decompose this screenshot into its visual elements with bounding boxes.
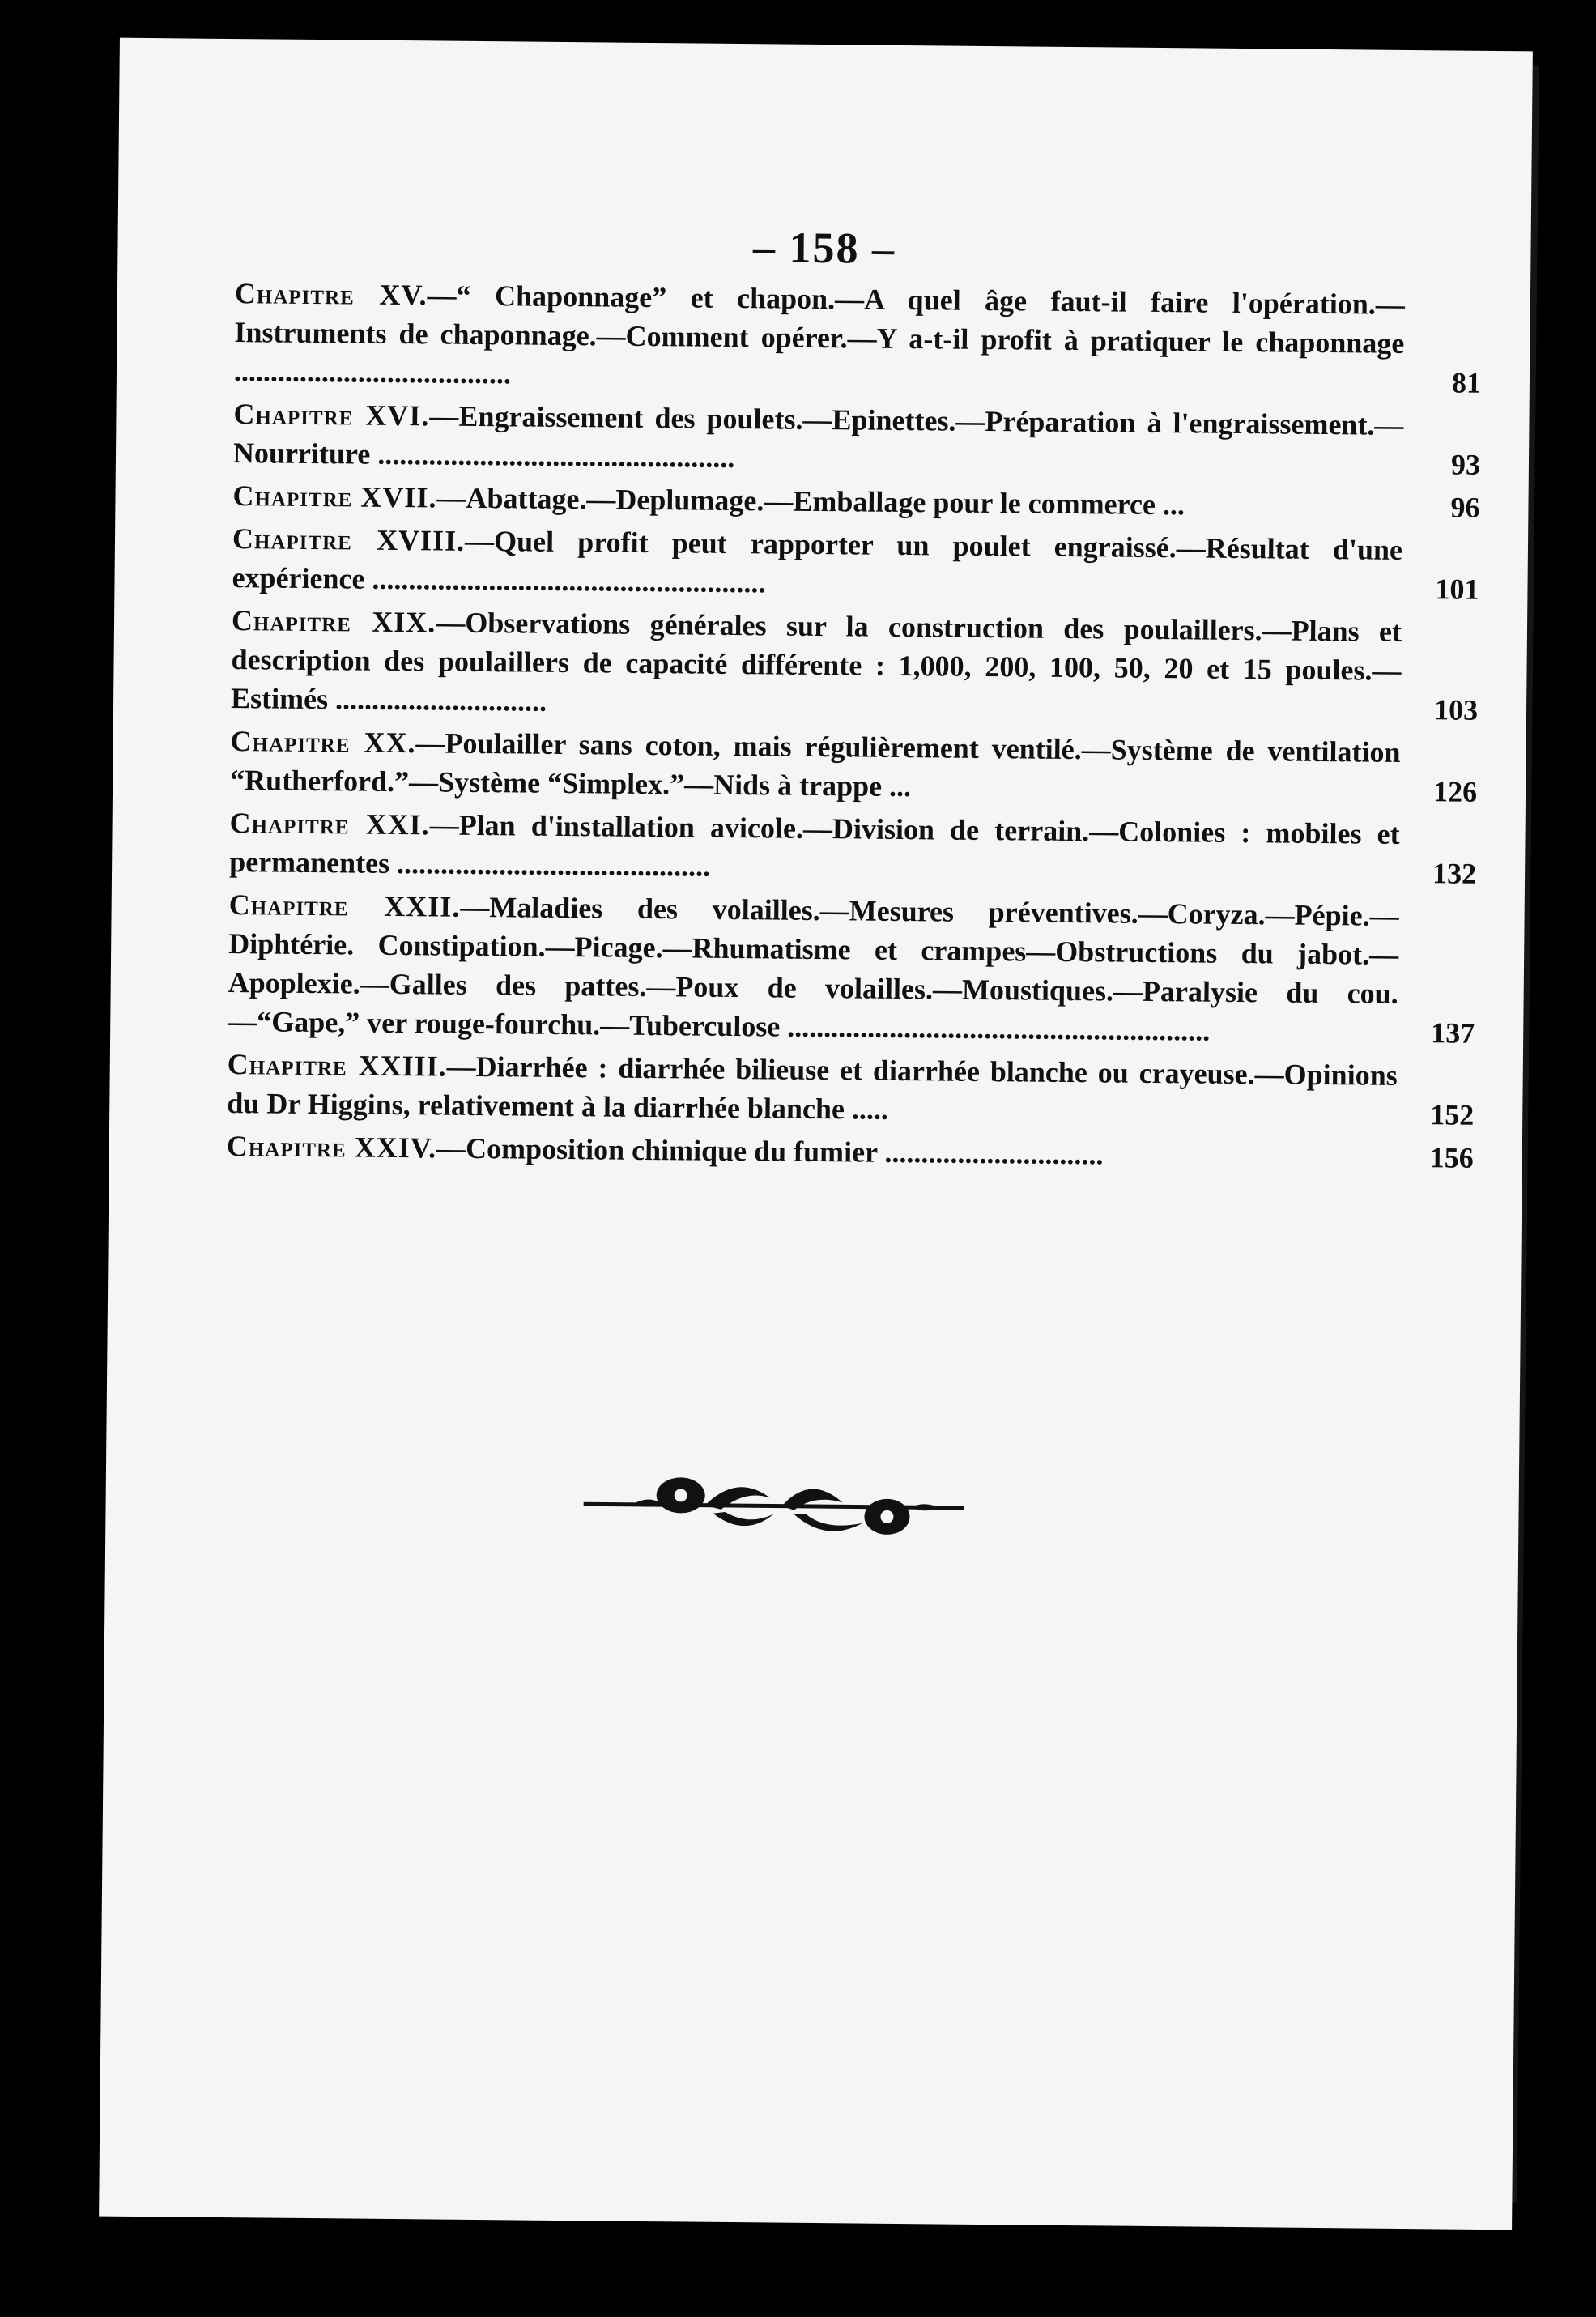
chapter-description: —Abattage.—Deplumage.—Emballage pour le commerce [436,481,1156,521]
chapter-label: Chapitre XX. [230,725,416,760]
toc-entry-text: Chapitre XXII.—Maladies des volailles.—Mesures préventives.—Coryza.—Pépie.—Diphtérie. Constipation.—Picage.—Rhumatisme et crampes—Obstructions du jabot.—Apoplexie.—Galles des pattes.—Poux de volailles.—Moustiques.—Paralysie du cou.—“Gape,” ver rouge-fourchu.—Tuberculose .......................................................... [228,888,1399,1047]
toc-entry-text: Chapitre XXIV.—Composition chimique du fumier .............................. [226,1130,1104,1171]
chapter-description: —“ Chaponnage” et chapon.—A quel âge faut-il faire l'opération.—Instruments de chaponnage.—Comment opérer.—Y a-t-il profit à pratiquer le chaponnage [234,279,1406,360]
chapter-label: Chapitre XXII. [228,888,461,923]
toc-entry-xxiii [227,1045,1475,1135]
scanned-page [99,38,1533,2230]
chapter-description: —Diarrhée : diarrhée bilieuse et diarrhée blanche ou crayeuse.—Opinions du Dr Higgins, relativement à la diarrhée blanche [227,1050,1398,1126]
chapter-label: Chapitre XVI. [233,398,430,432]
page-number: 132 [1432,857,1477,890]
chapter-description: —Poulailler sans coton, mais régulièrement ventilé.—Système de ventilation “Rutherford.”—Système “Simplex.”—Nids à trappe [229,726,1401,803]
page-number: 101 [1435,573,1479,606]
page-number: 137 [1431,1016,1475,1050]
chapter-description: —Engraissement des poulets.—Epinettes.—Préparation à l'engraissement.—Nourriture [232,399,1404,471]
toc-entry-text: Chapitre XX.—Poulailler sans coton, mais régulièrement ventilé.—Système de ventilation “Rutherford.”—Système “Simplex.”—Nids à trappe ... [229,725,1401,803]
toc-entry-xvii [232,476,1479,527]
chapter-description: —Quel profit peut rapporter un poulet engraissé.—Résultat d'une expérience [232,524,1403,595]
chapter-label: Chapitre XVIII. [232,522,466,557]
toc-entry-xx [230,722,1478,811]
page-number: 126 [1432,775,1478,808]
table-of-contents [227,274,1483,1182]
toc-entry-text: Chapitre XIX.—Observations générales sur la construction des poulaillers.—Plans et description des poulaillers de capacité différente : 1,000, 200, 100, 50, 20 et 15 poules.—Estimés ............................. [230,604,1402,718]
chapter-label: Chapitre XIX. [231,604,436,639]
toc-entry-xviii [232,519,1479,609]
chapter-label: Chapitre XXI. [229,807,430,841]
page-number: 81 [1451,366,1482,399]
toc-entry-text: Chapitre XVIII.—Quel profit peut rapporter un poulet engraissé.—Résultat d'une expérience ...................................................... [232,522,1403,599]
page-number: 93 [1450,448,1481,481]
page-number: 103 [1433,693,1479,726]
chapter-description: —Composition chimique du fumier [436,1131,878,1169]
toc-entry-text: Chapitre XVI.—Engraissement des poulets.—Epinettes.—Préparation à l'engraissement.—Nourriture ................................................. [232,398,1404,474]
floral-ornament-icon [583,1463,964,1557]
toc-entry-text: Chapitre XXIII.—Diarrhée : diarrhée bilieuse et diarrhée blanche ou crayeuse.—Opinions du Dr Higgins, relativement à la diarrhée blanche ..... [227,1048,1398,1126]
page-number: 96 [1450,491,1480,524]
page-header: – 158 – [752,223,896,273]
toc-entry-xxii [228,885,1476,1053]
toc-entry-text: Chapitre XV.—“ Chaponnage” et chapon.—A quel âge faut-il faire l'opération.—Instruments de chaponnage.—Comment opérer.—Y a-t-il profit à pratiquer le chaponnage ...................................... [233,277,1406,390]
chapter-description: —Maladies des volailles.—Mesures préventives.—Coryza.—Pépie.—Diphtérie. Constipation.—Picage.—Rhumatisme et crampes—Obstructions du jabot.—Apoplexie.—Galles des pattes.—Poux de volailles.—Moustiques.—Paralysie du cou.—“Gape,” ver rouge-fourchu.—Tuberculose [228,890,1399,1043]
toc-entry-xvi [233,394,1481,484]
toc-entry-xv [234,274,1482,402]
page-number: 152 [1430,1098,1475,1131]
chapter-label: Chapitre XVII. [232,479,437,514]
toc-entry-xix [231,601,1479,730]
chapter-label: Chapitre XXIII. [227,1048,447,1083]
chapter-label: Chapitre XV. [234,277,428,312]
toc-entry-text: Chapitre XXI.—Plan d'installation avicole.—Division de terrain.—Colonies : mobiles et permanentes ........................................... [228,807,1400,883]
toc-entry-xxi [229,803,1477,893]
chapter-description: —Plan d'installation avicole.—Division de terrain.—Colonies : mobiles et permanentes [228,808,1400,880]
toc-entry-text: Chapitre XVII.—Abattage.—Deplumage.—Emballage pour le commerce ... [232,479,1185,522]
chapter-label: Chapitre XXIV. [226,1130,437,1165]
toc-entry-xxiv [227,1127,1474,1178]
page-number: 156 [1429,1141,1474,1174]
chapter-description: —Observations générales sur la construction des poulaillers.—Plans et description des poulaillers de capacité différente : 1,000, 200, 100, 50, 20 et 15 poules.—Estimés [230,606,1402,716]
